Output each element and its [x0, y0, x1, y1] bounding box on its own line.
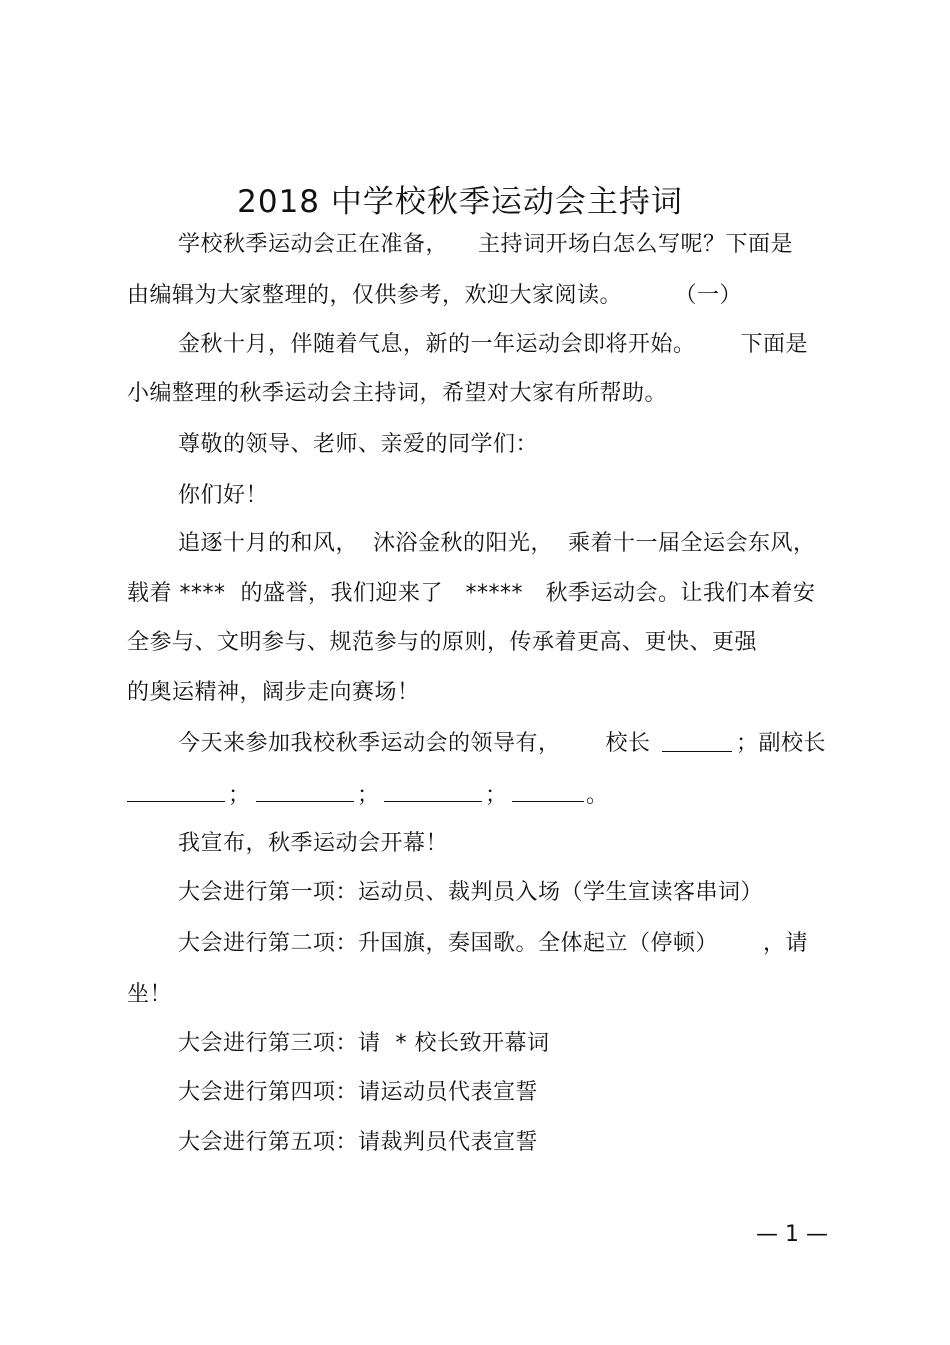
separator-text: ； — [485, 783, 508, 808]
paragraph-line: ；副校长 — [736, 731, 827, 756]
separator-text: 。 — [586, 783, 609, 808]
greeting-line: 你们好！ — [178, 483, 269, 508]
paragraph-line: 我宣布，秋季运动会开幕！ — [178, 831, 449, 856]
fill-blank — [662, 729, 732, 752]
fill-blank — [512, 779, 584, 802]
paragraph-line: 的奥运精神，阔步走向赛场！ — [127, 680, 420, 705]
paragraph-line: 追逐十月的和风， 沐浴金秋的阳光， 乘着十一届全运会东风， — [178, 531, 816, 556]
paragraph-line: 全参与、文明参与、规范参与的原则，传承着更高、更快、更强 — [127, 630, 758, 655]
paragraph-line: 载着 **** 的盛誉，我们迎来了 ***** 秋季运动会。让我们本着安 — [127, 581, 816, 606]
paragraph-line: 今天来参加我校秋季运动会的领导有， 校长 — [178, 731, 651, 756]
separator-text: ； — [357, 783, 380, 808]
agenda-item: 大会进行第一项：运动员、裁判员入场（学生宣读客串词） — [178, 880, 764, 905]
agenda-item: 大会进行第三项：请 * 校长致开幕词 — [178, 1031, 550, 1056]
paragraph-line: 金秋十月，伴随着气息，新的一年运动会即将开始。 下面是 — [178, 332, 808, 357]
paragraph-line: 由编辑为大家整理的，仅供参考，欢迎大家阅读。 （一） — [127, 283, 742, 308]
fill-blank — [127, 779, 225, 802]
agenda-item: 大会进行第二项：升国旗，奏国歌。全体起立（停顿） ，请 — [178, 931, 808, 956]
fill-blank — [256, 779, 354, 802]
separator-text: ； — [228, 783, 251, 808]
salutation-line: 尊敬的领导、老师、亲爱的同学们： — [178, 432, 539, 457]
agenda-item: 大会进行第四项：请运动员代表宣誓 — [178, 1080, 539, 1105]
page-number: — 1 — — [756, 1222, 828, 1247]
agenda-item: 大会进行第五项：请裁判员代表宣誓 — [178, 1130, 539, 1155]
paragraph-line: 小编整理的秋季运动会主持词，希望对大家有所帮助。 — [127, 381, 668, 406]
paragraph-line: 学校秋季运动会正在准备， 主持词开场白怎么写呢？下面是 — [178, 232, 793, 257]
fill-blank — [384, 779, 482, 802]
paragraph-line: 坐！ — [127, 982, 173, 1007]
document-title: 2018 中学校秋季运动会主持词 — [237, 184, 683, 220]
